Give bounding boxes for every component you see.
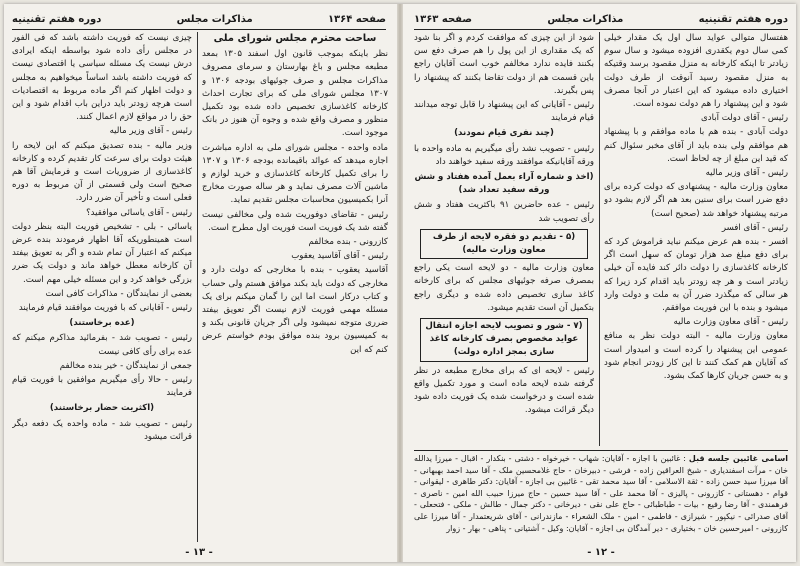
paragraph: رئیس - آقای وزیر مالیه <box>705 168 788 179</box>
paragraph: جمعی از نمایندگان - خیر بنده مخالفم <box>59 360 192 371</box>
paragraph: رئیس - آقای آقاسید یعقوب <box>291 251 388 262</box>
paragraph: رئیس - تصویب نشد رأی میگیریم به ماده واحده با ورقه آقایانیکه موافقند ورقه سفید خواهند داد <box>414 143 594 167</box>
right-header-title: مذاکرات مجلس <box>547 13 624 25</box>
right-page <box>406 4 796 562</box>
paragraph: رئیس - عده حاضرین ۹۱ باکثریت هفتاد و شش رأی تصویب شد <box>414 200 594 224</box>
left-page-header <box>12 10 386 28</box>
paragraph: رئیس - آقای دولت آبادی <box>701 113 788 124</box>
right-page-header <box>414 10 788 28</box>
vote-note: (اخذ و شماره آراء بعمل آمده هفتاد و شش ورقه سفید تعداد شد) <box>414 172 594 196</box>
paragraph: ماده واحده - مجلس شورای ملی به اداره مباشرت اجازه میدهد که عوائد باقیمانده بودجه ۱۳۰۶ و ۱۳۰۷ را برای تکمیل کارخانه کاغذسازی و خرید لوازم و ماشین آلات مصرف نماید و هر ساله صورت مخارج آنرا بکمیسیون محاسبات مجلس تقدیم نماید. <box>202 142 388 206</box>
paragraph: وزیر مالیه - بنده تصدیق میکنم که این لایحه را هیئت دولت برای سرعت کار تقدیم کرده و کارخانه کاغذسازی از ضروریات است و فرمایش آقا هم صحیح است ولی قسمتی از آن مربوط به دوره فعلی است و تأخیر آن ضرر دارد. <box>12 140 192 204</box>
paragraph: معاون وزارت مالیه - البته دولت نظر به منافع عمومی این پیشنهاد را کرده است و امیدوار است که آقایان هم کمک کنند تا این کار زودتر انجام شود و به حسن جریان کارها کمک بشود. <box>604 331 788 382</box>
paragraph: آقاسید یعقوب - بنده با مخارجی که دولت دارد و مخارجی که دولت باید بکند موافق هستم ولی حساب و کتاب درکار است اما این را گمان میکنم برای یک مسئله مهمی فوریت لازم نیست اگر تعویق بیفتد ضرری متوجه نمیشود ولی اگر جریان قانونی بکند و به کمیسیون برود بنده موافق بودم خواستم عرض کنم که این <box>202 265 388 355</box>
paragraph: رئیس - آقای افسر <box>721 222 788 233</box>
left-page-right-column <box>202 32 388 544</box>
paragraph: رئیس - حالا رأی میگیریم موافقین با فوریت قیام فرمایند <box>12 375 192 399</box>
paragraph: یاسائی - بلی - تشخیص فوریت البته بنظر دولت است همینطوریکه آقا اظهار فرمودند بنده عرض میکنم که اعتبار آن تمام شده و اگر به تعویق بیفتد آن کارخانه معطل خواهد ماند و دولت یک ضرر بزرگی خواهد کرد و این مسئله خیلی مهم است. <box>12 221 192 285</box>
right-folio: - ۱۲ - <box>587 547 615 558</box>
section-heading-box: (۵ - تقدیم دو فقره لایحه از طرف معاون وزارت مالیه) <box>420 229 588 259</box>
vote-note: (اکثریت حضار برخاستند) <box>49 403 155 414</box>
left-header-rule <box>12 29 386 30</box>
paragraph: رئیس - آقای یاسائی موافقید؟ <box>86 207 192 218</box>
vote-note: (چند نفری قیام نمودند) <box>454 128 554 139</box>
paragraph: بعضی از نمایندگان - مذاکرات کافی است <box>45 288 192 299</box>
left-page <box>4 4 394 562</box>
paragraph: رئیس - آقای معاون وزارت مالیه <box>673 317 788 328</box>
column-divider <box>197 32 198 542</box>
absent-list-heading: اسامی غائبین جلسه قبل <box>688 454 788 463</box>
paragraph: کازرونی - بنده مخالفم <box>308 237 388 248</box>
right-header-page-number: صفحه ۱۳۶۳ <box>414 13 473 25</box>
right-header-rule <box>414 29 788 30</box>
paragraph: رئیس - تصویب شد - بفرمائید مذاکرم میکنم که عده برای رأی کافی نیست <box>12 333 192 357</box>
petition-title: ساحت محترم مجلس شورای ملی <box>213 33 377 44</box>
paragraph: هفتسال متوالی عواید سال اول یک مقدار خیلی کمی سال دوم یکقدری افزوده میشود و سال سوم زیادتر تا اینکه کارخانه به منزل مقصود برسد وقتیکه به منزل مقصود رسید آنوقت از طرف دولت اختیاری داده میشود که این اعتبار در آنجا مصرف شود و این پیشنهاد را هم دولت نموده است. <box>604 33 788 110</box>
right-page-right-column <box>604 32 788 446</box>
right-header-period: دوره هفتم تقنینیه <box>698 13 788 25</box>
column-divider <box>599 32 600 446</box>
paragraph: نظر باینکه بموجب قانون اول اسفند ۱۳۰۵ بمعد مطبعه مجلس و باغ بهارستان و سرمای مصروف مذاکرات مجلس و صرف جوئیهای بودجه ۱۳۰۶ و ۱۳۰۷ مجلس شورای ملی که برای تجارت احداث کارخانه کاغذسازی تخصیص داده شده بود تکمیل منظور و مصرف واقع شده و وجوه آن هنوز در بانک موجود است. <box>202 49 388 139</box>
paragraph: دولت آبادی - بنده هم با ماده موافقم و با پیشنهاد هم موافقم ولی بنده باید از آقای مخبر سئوال کنم که قید این مبلغ از چه لحاظ است. <box>604 127 788 164</box>
left-header-page-number: صفحه ۱۳۶۴ <box>327 13 386 25</box>
paragraph: رئیس - آقای وزیر مالیه <box>109 126 192 137</box>
paragraph: رئیس - لایحه ای که برای مخارج مطبعه در نظر گرفته شده لایحه ماده است و مورد تکمیل واقع شده است و درخواست شده یک فوریت داده شود دیگر قرائت میشود. <box>414 365 594 416</box>
absent-members-list: اسامی غائبین جلسه قبل : غائبین با اجازه - آقایان: شهاب - خیرخواه - دشتی - بنکدار - اقبال - میرزا یدالله خان - مرآت اسفندیاری - شیخ العراقین زاده - فرشی - دبیرخان - حاج غلامحسین ملک - آقا سید احمد بهبهانی - آقا میرزا سید حسن زاده - ثقة الاسلامی - آقا سید محمد تقی - غائبین بی اجازه - آقایان: دکتر طاهری - لیقوانی - قوام - دهستانی - کازرونی - پالیزی - آقا محمد علی - آقا سید حسین - حاج میرزا حبیب الله امین - ناصری - فرهمندی - آقا رضا رفیع - بیات - طباطبائی - حاج علی نقی - دیرخانی - دکتر جمال - طالش - ملکی - فتحعلی - آقای صدرائی - نیکپور - شیرازی - فاطمی - امین - ملک الشعراء - مازندرانی - آقای شریعتمدار - آقا میرزا علی کازرونی - امیرحسین خان - بختیاری - دیر آمدگان بی اجازه - آقایان: وکیل - آشتیانی - پناهی - بهار - زوار <box>414 450 788 545</box>
section-heading-box: (۷ - شور و تصویب لایحه اجازه انتقال عواید مخصوص بصرف کارخانه کاغذ سازی بمجز اداره دولت) <box>420 318 588 362</box>
left-folio: - ۱۳ - <box>185 547 213 558</box>
right-page-left-column <box>414 32 594 446</box>
left-page-left-column <box>12 32 192 544</box>
paragraph: شود از این چیزی که موافقت کردم و اگر بنا شود که یک مقداری از این پول را هم صرف دفع سن بکنند فایده ندارد مخالفم خوب است آقایان راجع باین قسمت هم از دولت تقاضا بکنند که پیشنهاد را پس بگیرند. <box>414 33 594 96</box>
left-header-period: دوره هفتم تقنینیه <box>12 13 102 25</box>
paragraph: رئیس - تصویب شد - ماده واحده یک دفعه دیگر قرائت میشود <box>12 418 192 442</box>
paragraph: چیزی نیست که فوریت داشته باشد که فی الفور در مجلس رأی داده شود بواسطه اینکه ایرادی درش نیست یک مسئله سیاسی یا اقتصادی نیست که فوریت داشته باشد اساساً میخواهیم به مجلس و دولت اظهار کنم اگر ماده مربوط به اقتصادیات است هرچه زودتر باید دراین باب اقدام شود و این حق را در مواقع لازم اعمال کنند. <box>12 33 192 123</box>
paragraph: معاون وزارت مالیه - پیشنهادی که دولت کرده برای دفع ضرر است برای سنین بعد هم اگر لازم بشود دو مرتبه پیشنهاد خواهد شد (صحیح است) <box>604 182 788 219</box>
book-spread <box>4 4 796 562</box>
paragraph: رئیس - تقاضای دوفوریت شده ولی مخالفی نیست گفته شد یک فوریت است فوریت اول مطرح است. <box>202 209 388 233</box>
paragraph: رئیس - آقایانی که با فوریت موافقند قیام فرمایند <box>18 303 192 314</box>
book-gutter <box>397 4 403 562</box>
left-header-title: مذاکرات مجلس <box>176 13 253 25</box>
paragraph: افسر - بنده هم عرض میکنم نباید فراموش کرد که برای دفع مبلغ صد هزار تومان که سهل است اگر کارخانه کاغذسازی را دولت دائر کند فایده آن خیلی زیادتر است و هر چه زودتر باید اقدام کرد زیرا که هر سالی که میگذرد ضرر آن به ملت و دولت وارد میشود و بنده با این فوریت موافقم. <box>604 237 788 314</box>
paragraph: رئیس - آقایانی که این پیشنهاد را قابل توجه میدانند قیام فرمایند <box>414 100 594 124</box>
absent-list-text: غائبین با اجازه - آقایان: شهاب - خیرخواه - دشتی - بنکدار - اقبال - میرزا یدالله خان - مرآت اسفندیاری - شیخ العراقین زاده - فرشی - دبیرخان - حاج غلامحسین ملک - آقا سید احمد بهبهانی - آقا میرزا سید حسن زاده - ثقة الاسلامی - آقا سید محمد تقی - غائبین بی اجازه - آقایان: دکتر طاهری - لیقوانی - قوام - دهستانی - کازرونی - پالیزی - آقا محمد علی - آقا سید حسین - حاج میرزا حبیب الله امین - ناصری - فرهمندی - آقا رضا رفیع - بیات - طباطبائی - حاج علی نقی - دیرخانی - دکتر جمال - طالش - ملکی - فتحعلی - آقای صدرائی - نیکپور - شیرازی - فاطمی - امین - ملک الشعراء - مازندرانی - آقای شریعتمدار - آقا میرزا علی کازرونی - امیرحسین خان - بختیاری - دیر آمدگان بی اجازه - آقایان: وکیل - آشتیانی - پناهی - بهار - زوار <box>414 454 788 533</box>
vote-note: (عده برخاستند) <box>69 318 135 329</box>
paragraph: معاون وزارت مالیه - دو لایحه است یکی راجع بمصرف صرفه جوئیهای مجلس که برای کارخانه کاغذ سازی تخصیص داده شده و دیگری راجع بتکمیل آن است تقدیم میشود. <box>414 263 594 313</box>
